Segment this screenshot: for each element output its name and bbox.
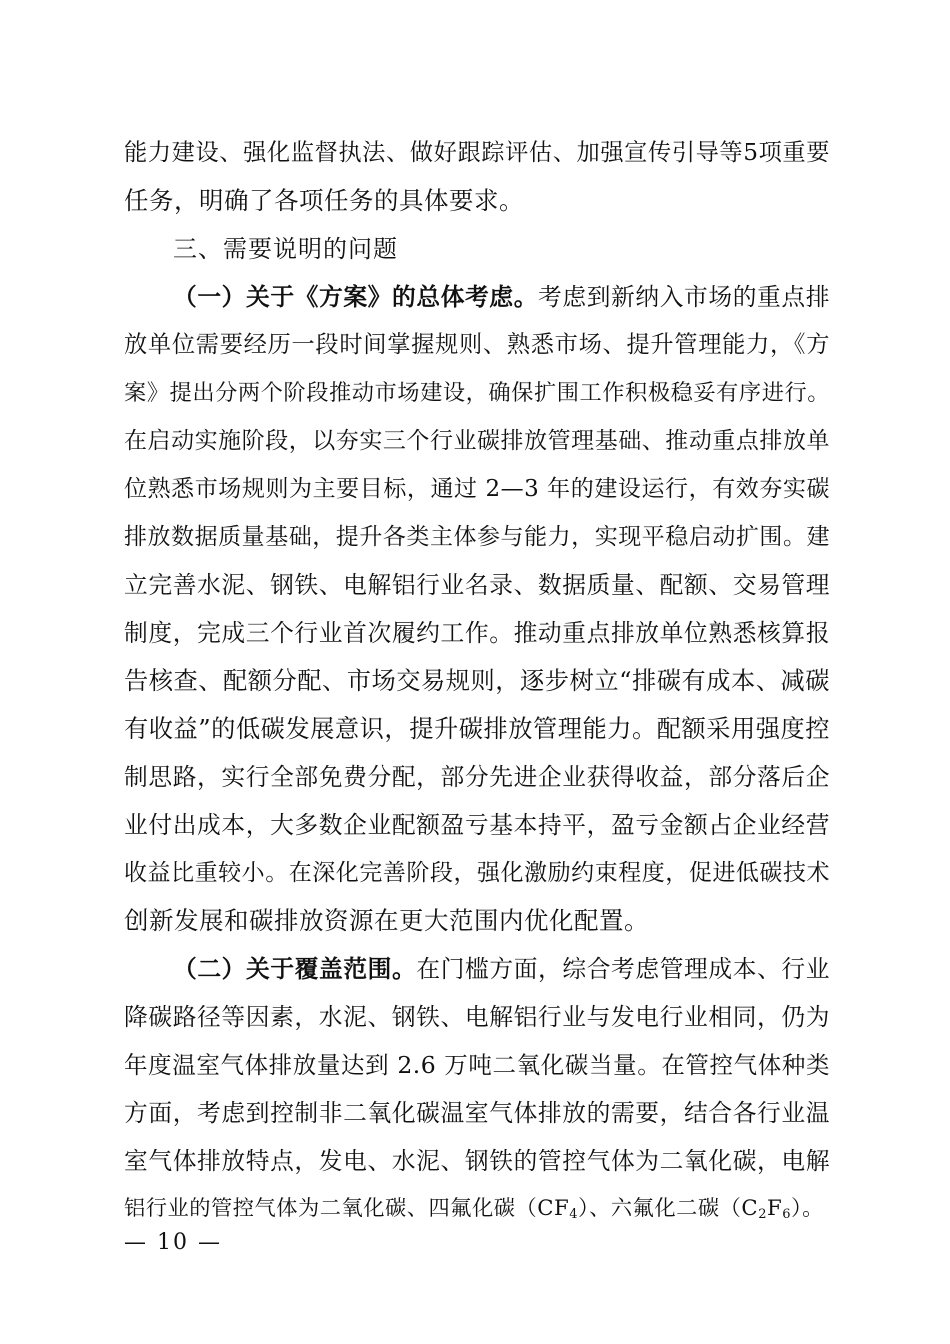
paragraph-line: 制思路，实行全部免费分配，部分先进企业获得收益，部分落后企 [124, 763, 830, 791]
paragraph-line: 制度，完成三个行业首次履约工作。推动重点排放单位熟悉核算报 [124, 619, 830, 647]
paragraph-last-line [124, 1194, 830, 1230]
paragraph-text: 考虑到新纳入市场的重点排 [538, 283, 830, 311]
paragraph-line: 创新发展和碳排放资源在更大范围内优化配置。 [124, 906, 649, 935]
paragraph-line: 收益比重较小。在深化完善阶段，强化激励约束程度，促进低碳技术 [124, 860, 830, 886]
text-segment: 铝行业的管控气体为二氧化碳、四氟化碳（CF [124, 1196, 570, 1221]
paragraph-line: 告核查、配额分配、市场交易规则，逐步树立“排碳有成本、减碳 [124, 666, 830, 695]
paragraph-line: 放单位需要经历一段时间掌握规则、熟悉市场、提升管理能力，《方 [124, 331, 830, 358]
page-number: — 10 — [124, 1230, 222, 1255]
paragraph-line: 排放数据质量基础，提升各类主体参与能力，实现平稳启动扩围。建 [124, 524, 830, 550]
section-heading: 三、需要说明的问题 [173, 235, 398, 263]
paragraph-line: 案》提出分两个阶段推动市场建设，确保扩围工作积极稳妥有序进行。 [124, 380, 830, 406]
paragraph-line: 室气体排放特点，发电、水泥、钢铁的管控气体为二氧化碳，电解 [124, 1147, 830, 1175]
text-segment: F [766, 1196, 783, 1221]
paragraph-line: 任务，明确了各项任务的具体要求。 [124, 186, 524, 215]
paragraph-first-line [173, 282, 830, 312]
paragraph-line: 方面，考虑到控制非二氧化碳温室气体排放的需要，结合各行业温 [124, 1099, 830, 1127]
paragraph-line: 降碳路径等因素，水泥、钢铁、电解铝行业与发电行业相同，仍为 [124, 1003, 830, 1031]
paragraph-line: 位熟悉市场规则为主要目标，通过 2—3 年的建设运行，有效夯实碳 [124, 476, 830, 502]
subsection-heading: （一）关于《方案》的总体考虑。 [173, 283, 539, 311]
paragraph-line: 在启动实施阶段，以夯实三个行业碳排放管理基础、推动重点排放单 [124, 428, 830, 454]
paragraph-line: 有收益”的低碳发展意识，提升碳排放管理能力。配额采用强度控 [124, 714, 830, 743]
subscript: 2 [758, 1207, 767, 1222]
paragraph-line: 年度温室气体排放量达到 2.6 万吨二氧化碳当量。在管控气体种类 [124, 1051, 830, 1079]
paragraph-line: 立完善水泥、钢铁、电解铝行业名录、数据质量、配额、交易管理 [124, 571, 830, 599]
subsection-heading: （二）关于覆盖范围。 [173, 955, 417, 983]
paragraph-line: 业付出成本，大多数企业配额盈亏基本持平，盈亏金额占企业经营 [124, 811, 830, 839]
paragraph-text: 在门槛方面，综合考虑管理成本、行业 [416, 955, 830, 983]
subscript: 4 [569, 1207, 579, 1222]
paragraph-line: 能力建设、强化监督执法、做好跟踪评估、加强宣传引导等5项重要 [124, 139, 830, 166]
text-segment: ）。 [791, 1196, 824, 1221]
subscript: 6 [782, 1207, 791, 1222]
paragraph-first-line [173, 954, 830, 984]
text-segment: ）、六氟化二碳（C [578, 1196, 759, 1221]
